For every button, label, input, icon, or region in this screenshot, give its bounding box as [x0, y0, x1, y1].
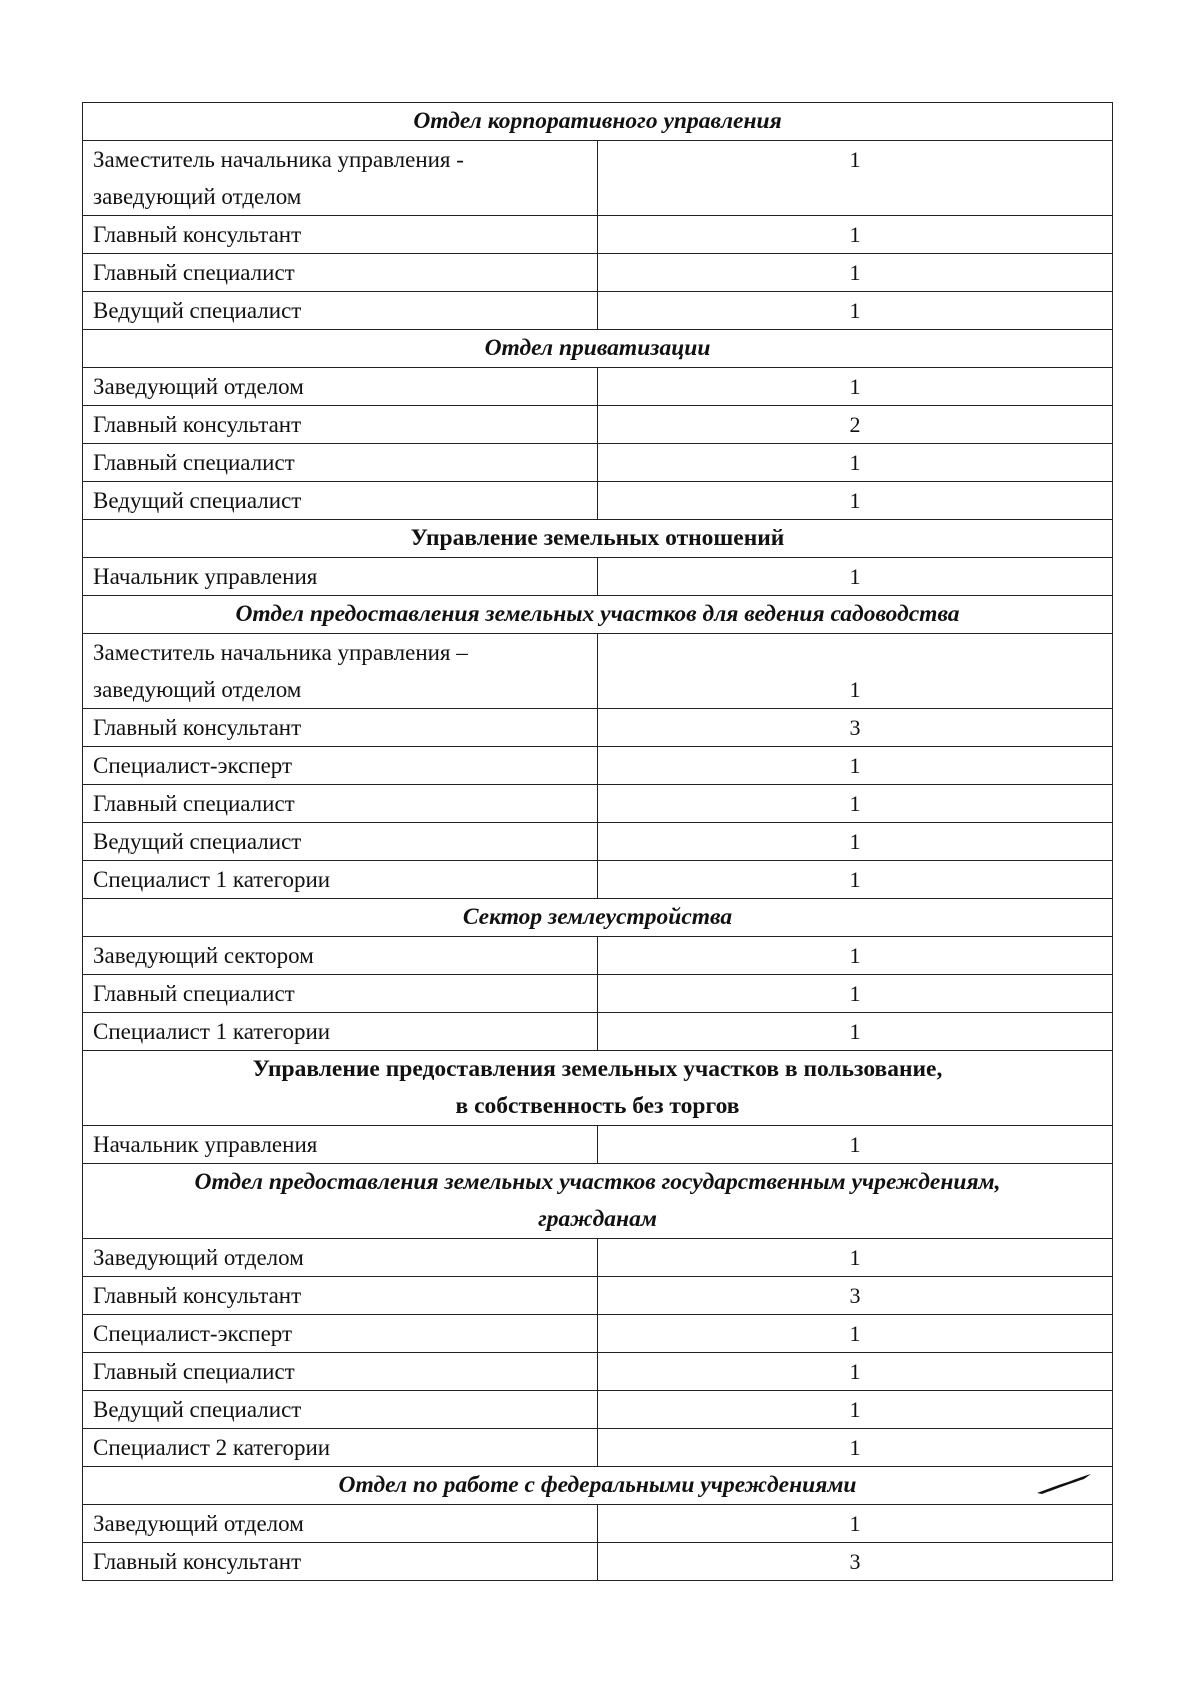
- position-name: Начальник управления: [83, 1126, 598, 1164]
- staff-table: [82, 102, 1113, 1581]
- position-count: 1: [598, 823, 1113, 861]
- section-header-row: [83, 103, 1113, 141]
- position-name: Главный консультант: [83, 1277, 598, 1315]
- section-title-text: Отдел предоставления земельных участков для ведения садоводства: [235, 601, 960, 627]
- position-name: Главный специалист: [83, 975, 598, 1013]
- section-title: [83, 1467, 1113, 1505]
- position-count: 1: [598, 444, 1113, 482]
- position-name: Специалист-эксперт: [83, 747, 598, 785]
- position-count: 1: [598, 1239, 1113, 1277]
- position-count: 1: [598, 558, 1113, 596]
- position-row: [83, 292, 1113, 330]
- position-row: [83, 254, 1113, 292]
- section-header-row: [83, 1051, 1113, 1126]
- position-count: 1: [598, 1353, 1113, 1391]
- position-row: [83, 558, 1113, 596]
- position-row: [83, 975, 1113, 1013]
- position-name: Заместитель начальника управления – заведующий отделом: [83, 634, 598, 709]
- position-name: Специалист 1 категории: [83, 861, 598, 899]
- position-row: [83, 1353, 1113, 1391]
- section-title-text: Отдел корпоративного управления: [413, 108, 782, 134]
- position-count: 1: [598, 1429, 1113, 1467]
- position-row: [83, 1391, 1113, 1429]
- position-row: [83, 1013, 1113, 1051]
- position-count: 1: [598, 216, 1113, 254]
- position-count: 1: [598, 141, 1113, 216]
- position-name: Заведующий отделом: [83, 1239, 598, 1277]
- position-count: 1: [598, 1505, 1113, 1543]
- position-name: Специалист 1 категории: [83, 1013, 598, 1051]
- section-title-text: Сектор землеустройства: [462, 904, 733, 930]
- position-count: 1: [598, 937, 1113, 975]
- position-name: Главный консультант: [83, 406, 598, 444]
- staff-table-body: [83, 103, 1113, 1581]
- position-name: Главный специалист: [83, 444, 598, 482]
- position-name: Главный консультант: [83, 216, 598, 254]
- position-row: [83, 1543, 1113, 1581]
- position-count: 1: [598, 254, 1113, 292]
- position-name: Специалист 2 категории: [83, 1429, 598, 1467]
- position-row: [83, 1505, 1113, 1543]
- position-count: 1: [598, 747, 1113, 785]
- section-title: [83, 596, 1113, 634]
- position-row: [83, 785, 1113, 823]
- section-title: [83, 330, 1113, 368]
- position-row: [83, 823, 1113, 861]
- section-header-row: [83, 330, 1113, 368]
- section-title-text: Отдел предоставления земельных участков государственным учреждениям, гражданам: [194, 1169, 1001, 1232]
- position-name: Главный консультант: [83, 1543, 598, 1581]
- position-count: 1: [598, 634, 1113, 709]
- position-count: 1: [598, 482, 1113, 520]
- position-name: Ведущий специалист: [83, 823, 598, 861]
- position-name: Заведующий отделом: [83, 368, 598, 406]
- position-count: 1: [598, 292, 1113, 330]
- position-count: 1: [598, 368, 1113, 406]
- position-count: 1: [598, 785, 1113, 823]
- position-count: 3: [598, 1543, 1113, 1581]
- section-title: [83, 899, 1113, 937]
- position-count: 2: [598, 406, 1113, 444]
- position-row: [83, 216, 1113, 254]
- position-name: Начальник управления: [83, 558, 598, 596]
- position-name: Главный специалист: [83, 785, 598, 823]
- position-row: [83, 482, 1113, 520]
- position-count: 1: [598, 861, 1113, 899]
- position-row: [83, 1429, 1113, 1467]
- section-title-text: Отдел приватизации: [484, 335, 711, 361]
- section-header-row: [83, 596, 1113, 634]
- position-name: Заведующий отделом: [83, 1505, 598, 1543]
- position-name: Заведующий сектором: [83, 937, 598, 975]
- position-count: 3: [598, 709, 1113, 747]
- section-title-text: Управление земельных отношений: [410, 525, 785, 551]
- section-title: [83, 103, 1113, 141]
- position-name: Главный специалист: [83, 254, 598, 292]
- position-name: Главный консультант: [83, 709, 598, 747]
- section-header-row: [83, 1164, 1113, 1239]
- position-row: [83, 709, 1113, 747]
- position-name: Специалист-эксперт: [83, 1315, 598, 1353]
- position-row: [83, 747, 1113, 785]
- position-row: [83, 368, 1113, 406]
- position-name: Заместитель начальника управления - заведующий отделом: [83, 141, 598, 216]
- position-count: 1: [598, 1126, 1113, 1164]
- position-count: 1: [598, 1013, 1113, 1051]
- section-title: [83, 520, 1113, 558]
- section-header-row: [83, 520, 1113, 558]
- position-row: [83, 937, 1113, 975]
- position-name: Ведущий специалист: [83, 1391, 598, 1429]
- section-title-text: Управление предоставления земельных участков в пользование, в собственность без торгов: [252, 1056, 943, 1119]
- position-count: 1: [598, 975, 1113, 1013]
- position-row: [83, 861, 1113, 899]
- position-row: [83, 1239, 1113, 1277]
- position-name: Главный специалист: [83, 1353, 598, 1391]
- section-header-row: [83, 899, 1113, 937]
- section-title: [83, 1051, 1113, 1126]
- position-count: 1: [598, 1315, 1113, 1353]
- position-row: [83, 406, 1113, 444]
- position-row: [83, 1126, 1113, 1164]
- position-row: [83, 634, 1113, 709]
- position-name: Ведущий специалист: [83, 292, 598, 330]
- signature-mark-icon: [1034, 1471, 1094, 1501]
- position-row: [83, 444, 1113, 482]
- section-header-row: [83, 1467, 1113, 1505]
- position-row: [83, 1277, 1113, 1315]
- position-row: [83, 141, 1113, 216]
- section-title-text: Отдел по работе с федеральными учреждениями: [338, 1472, 857, 1498]
- position-row: [83, 1315, 1113, 1353]
- position-count: 1: [598, 1391, 1113, 1429]
- position-name: Ведущий специалист: [83, 482, 598, 520]
- position-count: 3: [598, 1277, 1113, 1315]
- section-title: [83, 1164, 1113, 1239]
